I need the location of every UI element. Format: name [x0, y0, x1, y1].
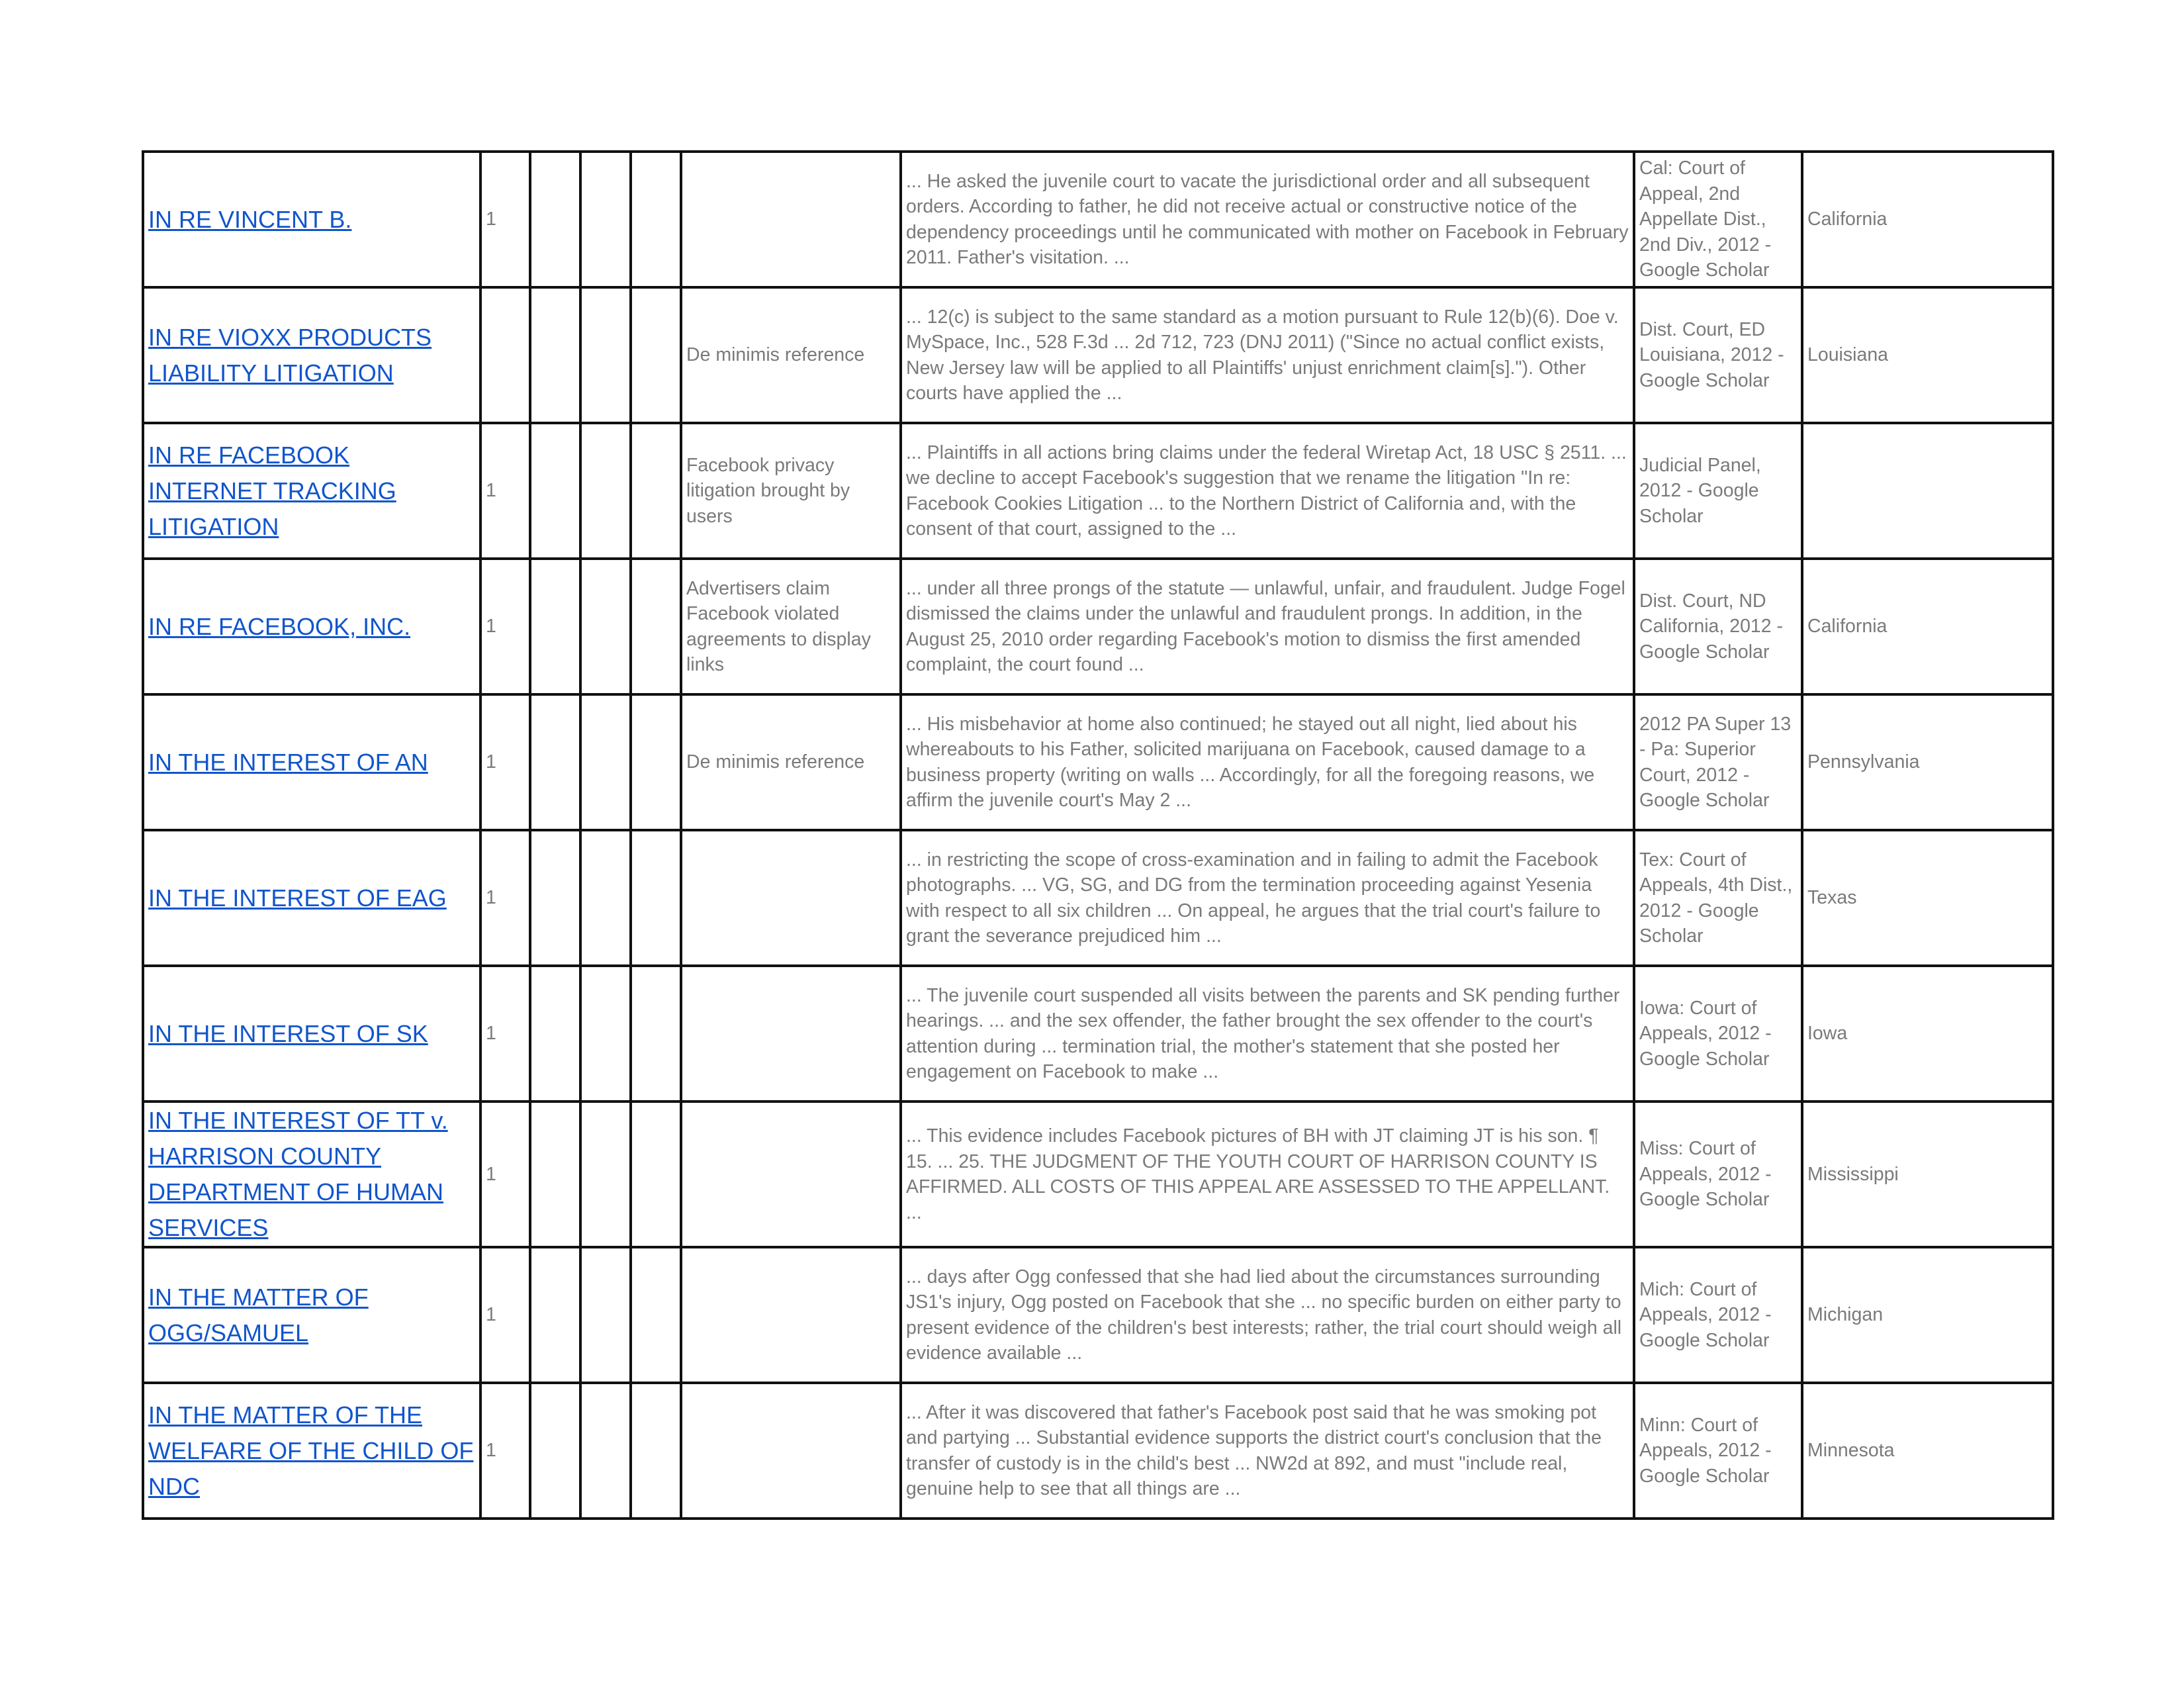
- empty-cell: [530, 1383, 580, 1519]
- state-cell: Michigan: [1802, 1247, 2053, 1383]
- empty-cell: [580, 1247, 631, 1383]
- snippet-cell: ... 12(c) is subject to the same standard as a motion pursuant to Rule 12(b)(6). Doe v. MySpace, Inc., 528 F.3d ... 2d 712, 723 (DNJ 2011) ("Since no actual conflict exists, New Jersey law will be applied to all Plaintiffs' unjust enrichment claim[s]."). Other courts have applied the ...: [901, 287, 1634, 423]
- count-cell: 1: [480, 694, 530, 830]
- empty-cell: [580, 152, 631, 287]
- empty-cell: [530, 559, 580, 694]
- empty-cell: [530, 966, 580, 1102]
- note-cell: [681, 966, 901, 1102]
- case-link[interactable]: IN THE MATTER OF OGG/SAMUEL: [148, 1283, 369, 1346]
- count-cell: 1: [480, 1383, 530, 1519]
- count-cell: 1: [480, 966, 530, 1102]
- snippet-cell: ... in restricting the scope of cross-examination and in failing to admit the Facebook photographs. ... VG, SG, and DG from the termination proceeding against Yesenia with respect to all six children ... On appeal, he argues that the trial court's failure to grant the severance prejudiced him ...: [901, 830, 1634, 966]
- count-cell: 1: [480, 423, 530, 559]
- empty-cell: [631, 559, 681, 694]
- count-cell: 1: [480, 830, 530, 966]
- note-cell: De minimis reference: [681, 694, 901, 830]
- empty-cell: [580, 694, 631, 830]
- empty-cell: [631, 152, 681, 287]
- note-cell: Facebook privacy litigation brought by users: [681, 423, 901, 559]
- note-cell: [681, 830, 901, 966]
- case-name-cell: [143, 559, 480, 694]
- court-cell: Dist. Court, ND California, 2012 - Google Scholar: [1634, 559, 1802, 694]
- case-link[interactable]: IN RE VIOXX PRODUCTS LIABILITY LITIGATION: [148, 323, 432, 387]
- empty-cell: [631, 1247, 681, 1383]
- table-row: [143, 559, 2053, 694]
- snippet-cell: ... His misbehavior at home also continued; he stayed out all night, lied about his whereabouts to his Father, solicited marijuana on Facebook, caused damage to a business property (writing on walls ... Accordingly, for all the foregoing reasons, we affirm the juvenile court's May 2 ...: [901, 694, 1634, 830]
- case-link[interactable]: IN THE INTEREST OF TT v. HARRISON COUNTY DEPARTMENT OF HUMAN SERVICES: [148, 1107, 448, 1241]
- case-link[interactable]: IN RE FACEBOOK, INC.: [148, 612, 411, 640]
- snippet-cell: ... days after Ogg confessed that she had lied about the circumstances surrounding JS1's injury, Ogg posted on Facebook that she ... no specific burden on either party to present evidence of the children's best interests; rather, the trial court should weigh all evidence available ...: [901, 1247, 1634, 1383]
- state-cell: California: [1802, 559, 2053, 694]
- empty-cell: [580, 1102, 631, 1247]
- state-cell: [1802, 423, 2053, 559]
- state-cell: Mississippi: [1802, 1102, 2053, 1247]
- empty-cell: [631, 830, 681, 966]
- court-cell: Cal: Court of Appeal, 2nd Appellate Dist., 2nd Div., 2012 - Google Scholar: [1634, 152, 1802, 287]
- case-name-cell: [143, 423, 480, 559]
- empty-cell: [530, 830, 580, 966]
- count-cell: 1: [480, 152, 530, 287]
- table-row: [143, 966, 2053, 1102]
- snippet-cell: ... The juvenile court suspended all visits between the parents and SK pending further hearings. ... and the sex offender, the father brought the sex offender to the court's attention during ... termination trial, the mother's statement that she posted her engagement on Facebook to make ...: [901, 966, 1634, 1102]
- empty-cell: [580, 1383, 631, 1519]
- state-cell: Pennsylvania: [1802, 694, 2053, 830]
- note-cell: Advertisers claim Facebook violated agreements to display links: [681, 559, 901, 694]
- case-table: [142, 150, 2054, 1520]
- count-cell: 1: [480, 1247, 530, 1383]
- note-cell: [681, 152, 901, 287]
- note-cell: [681, 1383, 901, 1519]
- case-link[interactable]: IN RE FACEBOOK INTERNET TRACKING LITIGATION: [148, 441, 396, 540]
- case-link[interactable]: IN THE INTEREST OF AN: [148, 748, 428, 776]
- note-cell: [681, 1102, 901, 1247]
- note-cell: De minimis reference: [681, 287, 901, 423]
- case-link[interactable]: IN THE INTEREST OF EAG: [148, 884, 447, 912]
- snippet-cell: ... After it was discovered that father's Facebook post said that he was smoking pot and partying ... Substantial evidence supports the district court's conclusion that the transfer of custody is in the child's best ... NW2d at 892, and must "include real, genuine help to see that all things are ...: [901, 1383, 1634, 1519]
- snippet-cell: ... He asked the juvenile court to vacate the jurisdictional order and all subsequent orders. According to father, he did not receive actual or constructive notice of the dependency proceedings until he communicated with mother on Facebook in February 2011. Father's visitation. ...: [901, 152, 1634, 287]
- court-cell: Iowa: Court of Appeals, 2012 - Google Scholar: [1634, 966, 1802, 1102]
- case-name-cell: [143, 287, 480, 423]
- table-row: [143, 1102, 2053, 1247]
- case-link[interactable]: IN THE MATTER OF THE WELFARE OF THE CHILD OF NDC: [148, 1401, 474, 1500]
- empty-cell: [530, 152, 580, 287]
- court-cell: Miss: Court of Appeals, 2012 - Google Scholar: [1634, 1102, 1802, 1247]
- court-cell: 2012 PA Super 13 - Pa: Superior Court, 2012 - Google Scholar: [1634, 694, 1802, 830]
- empty-cell: [580, 559, 631, 694]
- snippet-cell: ... Plaintiffs in all actions bring claims under the federal Wiretap Act, 18 USC § 2511. ... we decline to accept Facebook's suggestion that we rename the litigation "In re: Facebook Cookies Litigation ... to the Northern District of California and, with the consent of that court, assigned to the ...: [901, 423, 1634, 559]
- state-cell: Minnesota: [1802, 1383, 2053, 1519]
- case-link[interactable]: IN RE VINCENT B.: [148, 205, 352, 233]
- empty-cell: [580, 287, 631, 423]
- empty-cell: [580, 830, 631, 966]
- empty-cell: [631, 1102, 681, 1247]
- table-row: [143, 152, 2053, 287]
- case-name-cell: [143, 1247, 480, 1383]
- table-row: [143, 423, 2053, 559]
- court-cell: Tex: Court of Appeals, 4th Dist., 2012 - Google Scholar: [1634, 830, 1802, 966]
- snippet-cell: ... This evidence includes Facebook pictures of BH with JT claiming JT is his son. ¶ 15. ... 25. THE JUDGMENT OF THE YOUTH COURT OF HARRISON COUNTY IS AFFIRMED. ALL COSTS OF THIS APPEAL ARE ASSESSED TO THE APPELLANT. ...: [901, 1102, 1634, 1247]
- empty-cell: [530, 287, 580, 423]
- case-name-cell: [143, 830, 480, 966]
- state-cell: California: [1802, 152, 2053, 287]
- state-cell: Louisiana: [1802, 287, 2053, 423]
- court-cell: Dist. Court, ED Louisiana, 2012 - Google Scholar: [1634, 287, 1802, 423]
- empty-cell: [530, 1247, 580, 1383]
- case-table-body: [143, 152, 2053, 1519]
- note-cell: [681, 1247, 901, 1383]
- empty-cell: [580, 966, 631, 1102]
- empty-cell: [530, 1102, 580, 1247]
- empty-cell: [631, 287, 681, 423]
- empty-cell: [580, 423, 631, 559]
- table-row: [143, 830, 2053, 966]
- case-name-cell: [143, 966, 480, 1102]
- case-name-cell: [143, 1102, 480, 1247]
- empty-cell: [530, 423, 580, 559]
- empty-cell: [631, 1383, 681, 1519]
- empty-cell: [631, 694, 681, 830]
- court-cell: Mich: Court of Appeals, 2012 - Google Scholar: [1634, 1247, 1802, 1383]
- state-cell: Texas: [1802, 830, 2053, 966]
- empty-cell: [631, 966, 681, 1102]
- court-cell: Judicial Panel, 2012 - Google Scholar: [1634, 423, 1802, 559]
- snippet-cell: ... under all three prongs of the statute — unlawful, unfair, and fraudulent. Judge Fogel dismissed the claims under the unlawful and fraudulent prongs. In addition, in the August 25, 2010 order regarding Facebook's motion to dismiss the first amended complaint, the court found ...: [901, 559, 1634, 694]
- table-row: [143, 694, 2053, 830]
- count-cell: [480, 287, 530, 423]
- case-name-cell: [143, 1383, 480, 1519]
- table-row: [143, 1383, 2053, 1519]
- empty-cell: [530, 694, 580, 830]
- state-cell: Iowa: [1802, 966, 2053, 1102]
- case-name-cell: [143, 152, 480, 287]
- empty-cell: [631, 423, 681, 559]
- count-cell: 1: [480, 559, 530, 694]
- case-name-cell: [143, 694, 480, 830]
- table-row: [143, 1247, 2053, 1383]
- court-cell: Minn: Court of Appeals, 2012 - Google Scholar: [1634, 1383, 1802, 1519]
- count-cell: 1: [480, 1102, 530, 1247]
- case-link[interactable]: IN THE INTEREST OF SK: [148, 1019, 428, 1047]
- table-row: [143, 287, 2053, 423]
